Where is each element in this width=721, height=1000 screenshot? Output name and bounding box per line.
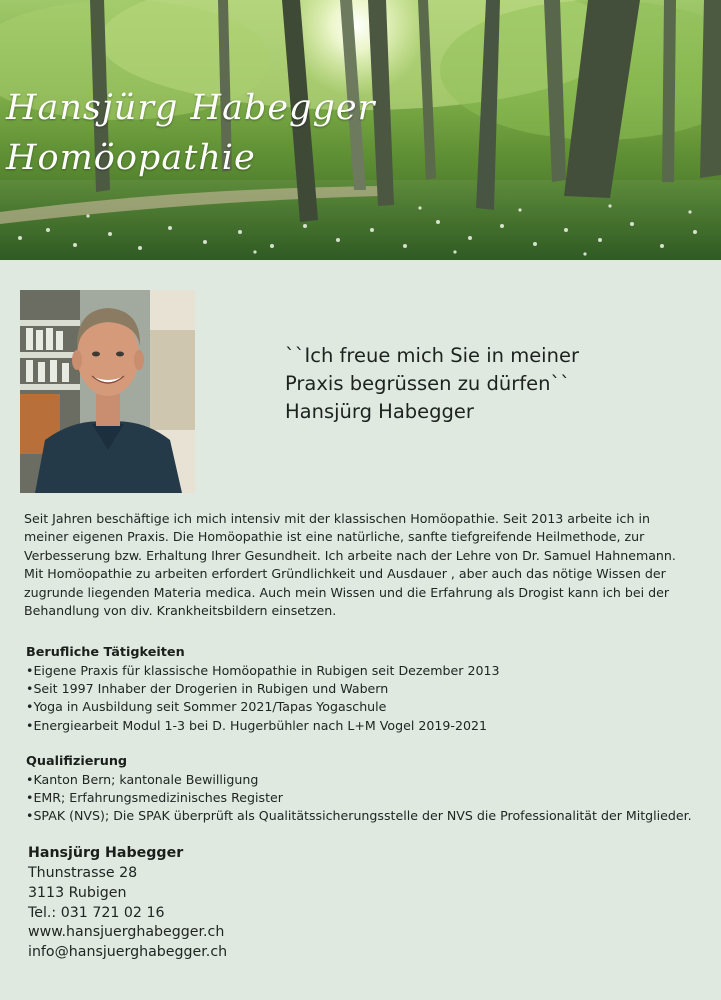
list-item: • Kanton Bern; kantonale Bewilligung [26, 771, 692, 789]
quote-line-2: Praxis begrüssen zu dürfen`` [285, 372, 570, 395]
list-item: • EMR; Erfahrungsmedizinisches Register [26, 789, 692, 807]
contact-street: Thunstrasse 28 [28, 865, 138, 881]
intro-paragraph: Seit Jahren beschäftige ich mich intensiv mit der klassischen Homöopathie. Seit 2013 arbeite ich in meiner eigenen Praxis. Die Homöopathie ist eine natürliche, sanfte tiefgreifende Heilmethode, zur Verbesserung bzw. Erhaltung Ihrer Gesundheit. Ich arbeite nach der Lehre von Dr. Samuel Hahnemann. Mit Homöopathie zu arbeiten erfordert Gründlichkeit und Ausdauer , aber auch das nötige Wissen der zugrunde liegenden Materia medica. Auch mein Wissen und die Erfahrung als Drogist kann ich bei der Behandlung von div. Krankheitsbildern einsetzen. [24, 511, 676, 619]
quote-author: Hansjürg Habegger [285, 400, 474, 423]
portrait-photo [20, 290, 195, 493]
contact-city: 3113 Rubigen [28, 884, 127, 901]
contact-block [28, 842, 227, 963]
work-section [26, 645, 500, 735]
forest-banner-image [0, 0, 721, 260]
qualification-section [26, 754, 692, 826]
welcome-quote [285, 342, 579, 426]
contact-website-link[interactable]: www.hansjuerghabegger.ch [28, 924, 225, 941]
contact-phone: Tel.: 031 721 02 16 [28, 904, 165, 921]
list-item: • Seit 1997 Inhaber der Drogerien in Rubigen und Wabern [26, 680, 500, 698]
header-banner [0, 0, 721, 260]
work-list [26, 662, 500, 735]
list-item: • Eigene Praxis für klassische Homöopathie in Rubigen seit Dezember 2013 [26, 662, 500, 680]
banner-title-name: Hansjürg Habegger [6, 88, 376, 128]
list-item: • Yoga in Ausbildung seit Sommer 2021/Tapas Yogaschule [26, 698, 500, 716]
contact-name: Hansjürg Habegger [28, 845, 184, 861]
list-item: • SPAK (NVS); Die SPAK überprüft als Qualitätssicherungsstelle der NVS die Professionalität der Mitglieder. [26, 807, 692, 825]
contact-email-link[interactable]: info@hansjuerghabegger.ch [28, 944, 228, 961]
banner-title-subject: Homöopathie [6, 138, 256, 178]
portrait-image [20, 290, 195, 493]
qualification-list [26, 771, 692, 826]
work-heading: Berufliche Tätigkeiten [26, 645, 185, 660]
quote-line-1: ``Ich freue mich Sie in meiner [285, 344, 579, 367]
list-item: • Energiearbeit Modul 1-3 bei D. Hugerbühler nach L+M Vogel 2019-2021 [26, 717, 500, 735]
qualification-heading: Qualifizierung [26, 754, 128, 769]
